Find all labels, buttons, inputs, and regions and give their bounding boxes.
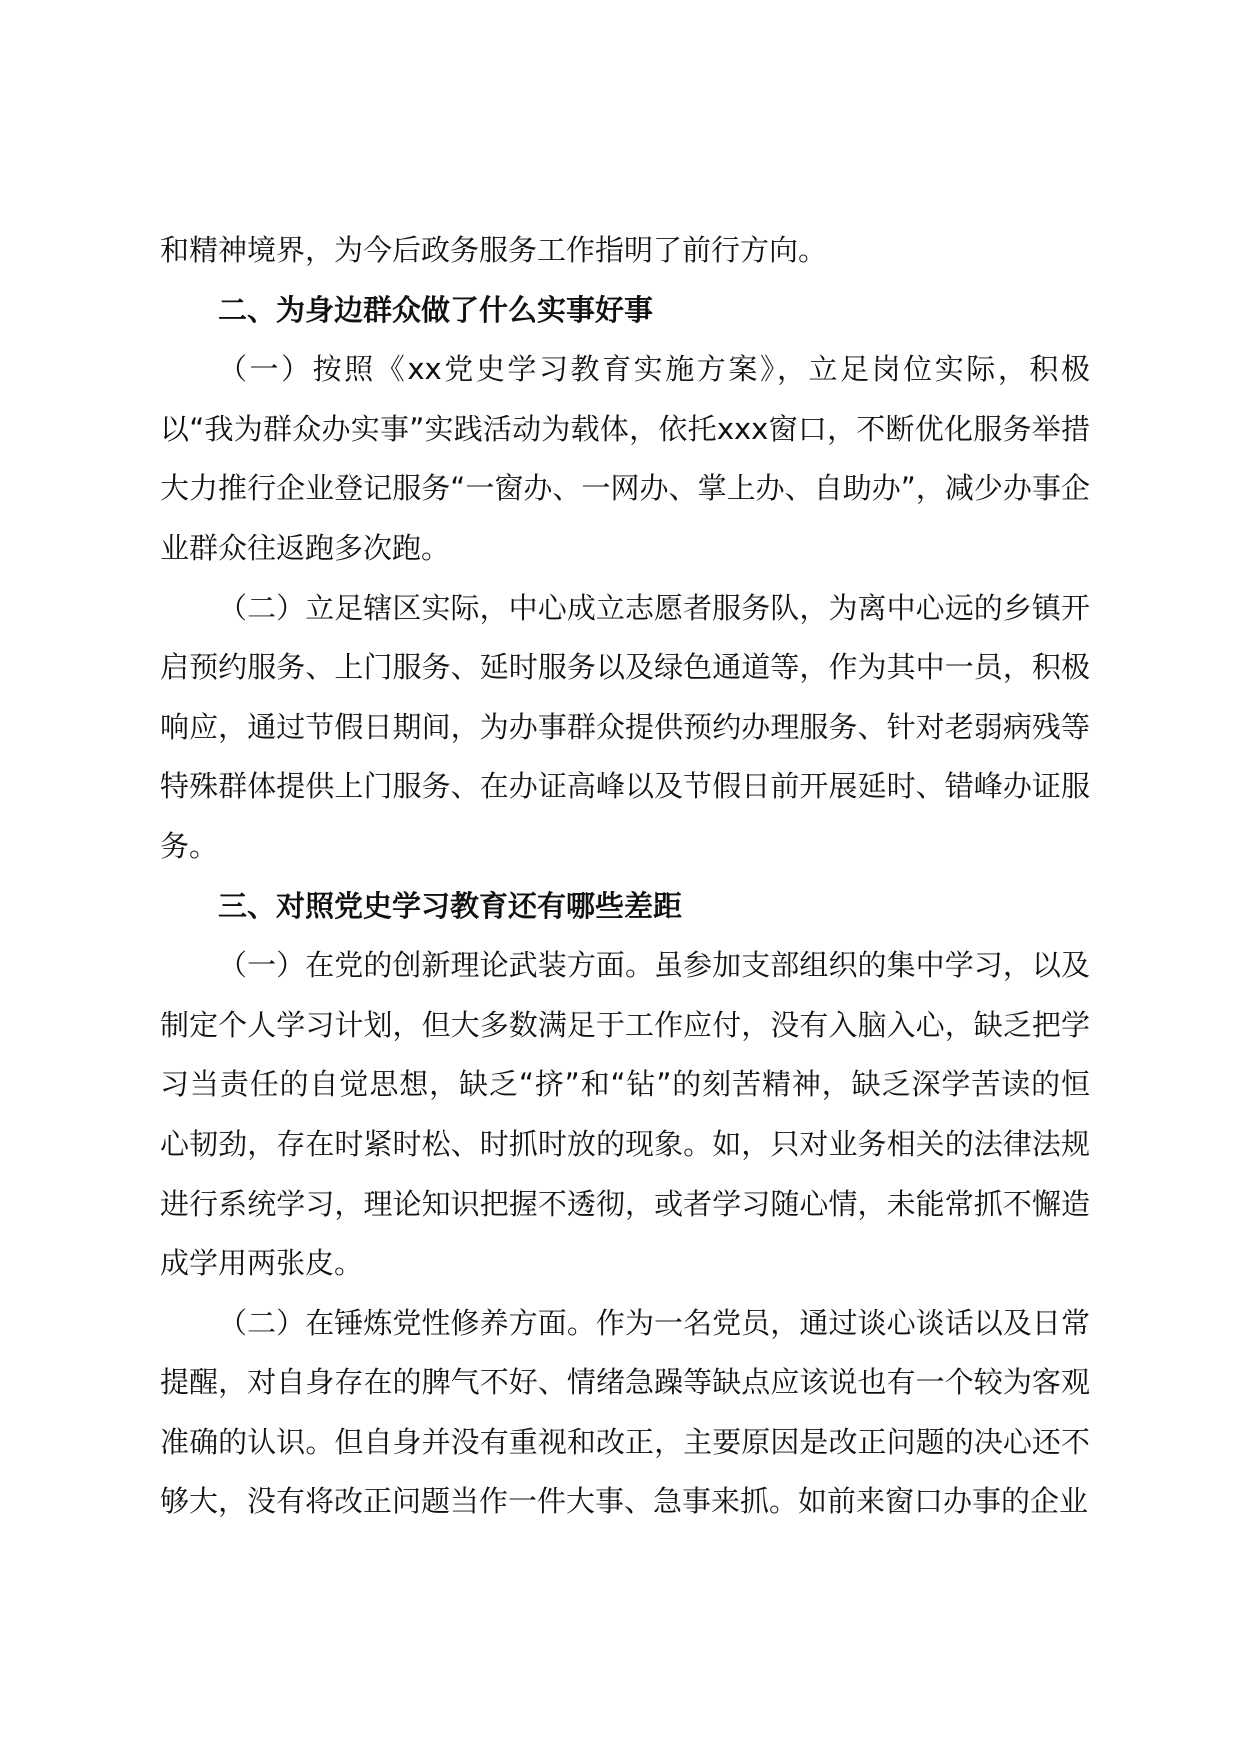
document-body [160,221,1090,1532]
paragraph-3-2: （二）在锤炼党性修养方面。作为一名党员，通过谈心谈话以及日常提醒，对自身存在的脾气不好、情绪急躁等缺点应该说也有一个较为客观准确的认识。但自身并没有重视和改正，主要原因是改正问题的决心还不够大，没有将改正问题当作一件大事、急事来抓。如前来窗口办事的企业 [160,1305,1090,1519]
paragraph-continuation: 和精神境界，为今后政务服务工作指明了前行方向。 [160,233,828,267]
section-heading-3: 三、对照党史学习教育还有哪些差距 [218,888,683,923]
section-heading-2: 二、为身边群众做了什么实事好事 [218,292,654,327]
paragraph-2-1: （一）按照《xx党史学习教育实施方案》，立足岗位实际，积极以“我为群众办实事”实践活动为载体，依托xxx窗口，不断优化服务举措大力推行企业登记服务“一窗办、一网办、掌上办、自助办”，减少办事企业群众往返跑多次跑。 [160,352,1090,565]
paragraph-2-2: （二）立足辖区实际，中心成立志愿者服务队，为离中心远的乡镇开启预约服务、上门服务、延时服务以及绿色通道等，作为其中一员，积极响应，通过节假日期间，为办事群众提供预约办理服务、针对老弱病残等特殊群体提供上门服务、在办证高峰以及节假日前开展延时、错峰办证服务。 [160,590,1090,863]
paragraph-3-1: （一）在党的创新理论武装方面。虽参加支部组织的集中学习，以及制定个人学习计划，但大多数满足于工作应付，没有入脑入心，缺乏把学习当责任的自觉思想，缺乏“挤”和“钻”的刻苦精神，缺乏深学苦读的恒心韧劲，存在时紧时松、时抓时放的现象。如，只对业务相关的法律法规进行系统学习，理论知识把握不透彻，或者学习随心情，未能常抓不懈造成学用两张皮。 [160,948,1090,1281]
